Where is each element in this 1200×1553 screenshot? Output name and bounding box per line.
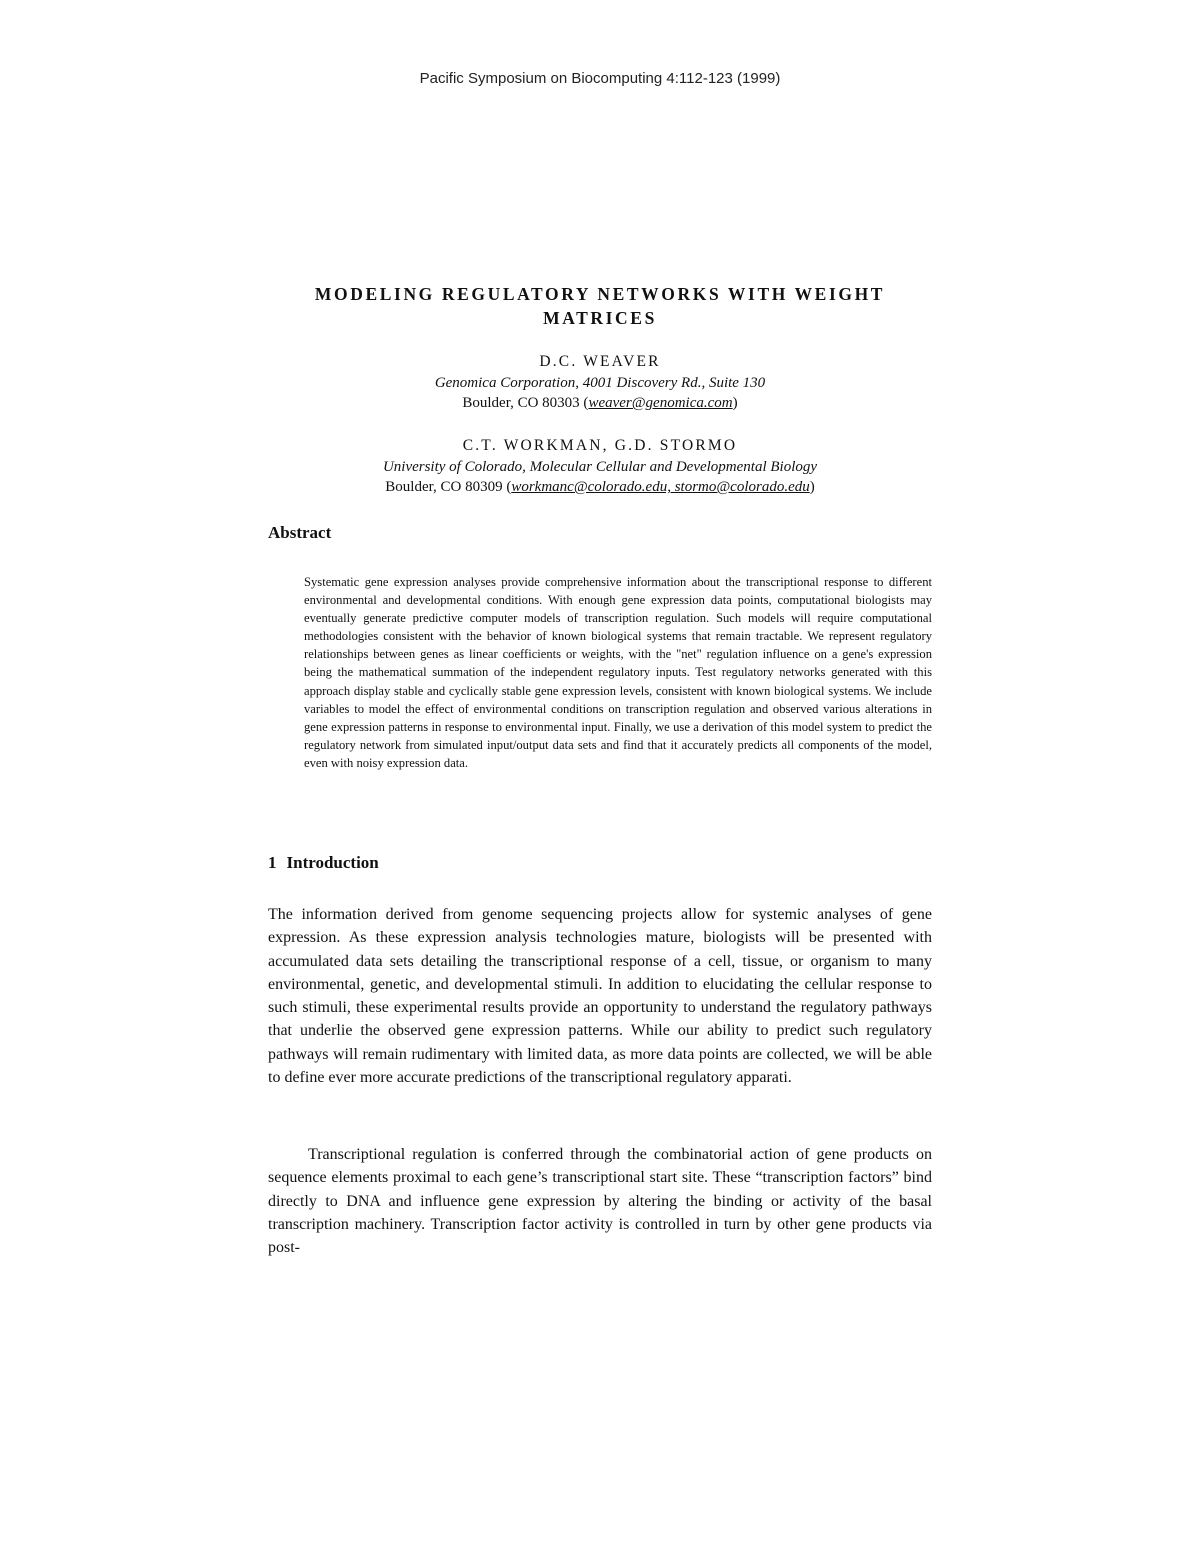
body-paragraph-1: The information derived from genome sequencing projects allow for systemic analyses of gene expression. As these expression analysis technologies mature, biologists will be presented with accumulated data sets detailing the transcriptional response of a cell, tissue, or organism to many environmental, genetic, and developmental stimuli. In addition to elucidating the cellular response to such stimuli, these experimental results provide an opportunity to understand the regulatory pathways that underlie the observed gene expression patterns. While our ability to predict such regulatory pathways will remain rudimentary with limited data, as more data points are collected, we will be able to define ever more accurate predictions of the transcriptional regulatory apparati.	[268, 906, 932, 1087]
author-name: D.C. WEAVER	[539, 353, 661, 370]
address-text: Boulder, CO 80309 (	[385, 479, 512, 495]
author-block-2	[268, 435, 932, 497]
running-head: Pacific Symposium on Biocomputing 4:112-123 (1999)	[419, 70, 781, 87]
email-link[interactable]: weaver@genomica.com	[588, 395, 733, 411]
abstract-heading: Abstract	[268, 523, 332, 542]
address-close: )	[809, 479, 815, 495]
address-close: )	[732, 395, 738, 411]
author-address	[268, 393, 932, 413]
address-text: Boulder, CO 80303 (	[462, 395, 589, 411]
section-title: Introduction	[286, 853, 379, 872]
author-block-1	[268, 351, 932, 413]
author-address	[268, 477, 932, 497]
paper-title: MODELING REGULATORY NETWORKS WITH WEIGHT MATRICES	[314, 284, 886, 328]
email-link[interactable]: workmanc@colorado.edu, stormo@colorado.edu	[511, 479, 810, 495]
author-name: C.T. WORKMAN, G.D. STORMO	[462, 437, 738, 454]
body-paragraph-2: Transcriptional regulation is conferred through the combinatorial action of gene products on sequence elements proximal to each gene’s transcriptional start site. These “transcription factors” bind directly to DNA and influence gene expression by altering the binding or activity of the basal transcription machinery. Transcription factor activity is controlled in turn by other gene products via post-	[268, 1146, 932, 1257]
section-heading	[268, 853, 379, 873]
abstract-text: Systematic gene expression analyses provide comprehensive information about the transcriptional response to different environmental and developmental conditions. With enough gene expression data points, computational biologists may eventually generate predictive computer models of transcription regulation. Such models will require computational methodologies consistent with the behavior of known biological systems that remain tractable. We represent regulatory relationships between genes as linear coefficients or weights, with the "net" regulation influence on a gene's expression being the mathematical summation of the independent regulatory inputs. Test regulatory networks generated with this approach display stable and cyclically stable gene expression levels, consistent with known biological systems. We include variables to model the effect of environmental conditions on transcription regulation and observed various alterations in gene expression patterns in response to environmental input. Finally, we use a derivation of this model system to predict the regulatory network from simulated input/output data sets and find that it accurately predicts all components of the model, even with noisy expression data.	[304, 575, 932, 770]
author-affiliation: Genomica Corporation, 4001 Discovery Rd., Suite 130	[434, 375, 766, 391]
author-affiliation: University of Colorado, Molecular Cellular and Developmental Biology	[382, 459, 818, 475]
section-number: 1	[268, 853, 277, 872]
